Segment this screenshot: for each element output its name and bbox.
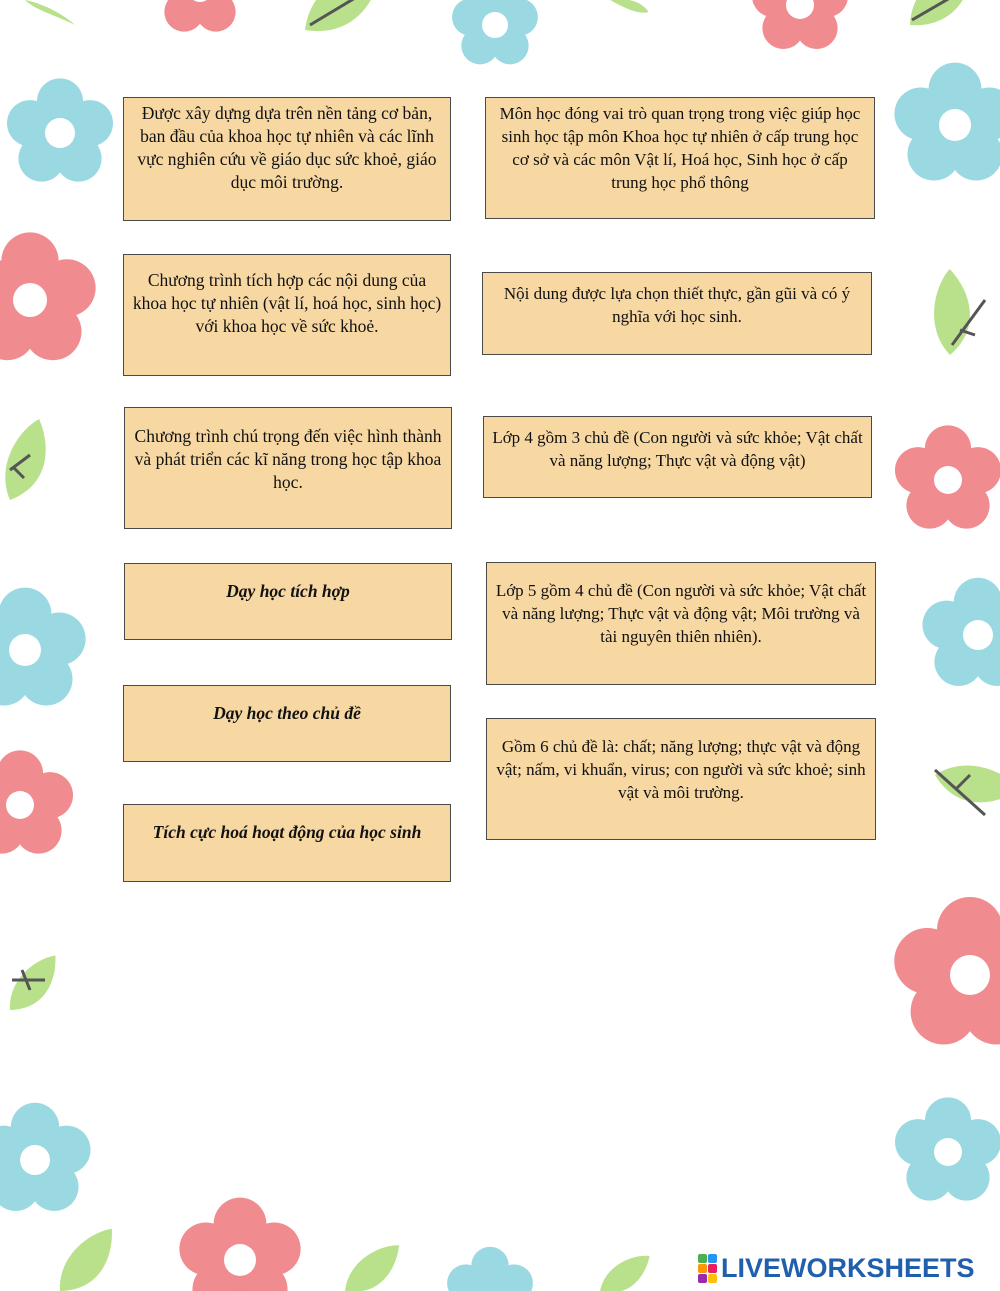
right-card-5-text: Gồm 6 chủ đề là: chất; năng lượng; thực vật và động vật; nấm, vi khuẩn, virus; con người và sức khoẻ; sinh vật và môi trường. — [496, 737, 866, 802]
right-card-5[interactable] — [486, 718, 876, 840]
left-card-3[interactable] — [124, 407, 452, 529]
leaf-icon — [0, 417, 68, 505]
left-card-1[interactable] — [123, 97, 451, 221]
flower-center-icon — [934, 1138, 962, 1166]
leaf-icon — [895, 0, 991, 33]
flower-center-icon — [482, 12, 508, 38]
left-card-2-text: Chương trình tích hợp các nội dung của khoa học tự nhiên (vật lí, hoá học, sinh học) với khoa học về sức khoẻ. — [132, 270, 442, 336]
leaf-icon — [931, 746, 1000, 822]
leaf-icon — [336, 1242, 410, 1291]
leaf-icon — [0, 953, 71, 1016]
flower-center-icon — [224, 1244, 256, 1276]
left-card-6[interactable] — [123, 804, 451, 882]
leaf-icon — [594, 1253, 657, 1291]
leaf-icon — [44, 1226, 129, 1291]
left-card-4[interactable] — [124, 563, 452, 640]
flower-center-icon — [6, 791, 34, 819]
leaf-icon — [609, 0, 650, 14]
flower-center-icon — [939, 109, 971, 141]
left-card-3-text: Chương trình chú trọng đến việc hình thành và phát triển các kĩ năng trong học tập khoa học. — [134, 426, 442, 492]
left-card-4-text: Dạy học tích hợp — [226, 581, 350, 601]
right-card-2[interactable] — [482, 272, 872, 355]
flower-center-icon — [45, 118, 75, 148]
flower-icon — [447, 1247, 533, 1291]
left-card-5-text: Dạy học theo chủ đề — [213, 703, 361, 723]
right-card-4-text: Lớp 5 gồm 4 chủ đề (Con người và sức khỏe; Vật chất và năng lượng; Thực vật và động vật; Môi trường và tài nguyên thiên nhiên). — [495, 581, 867, 646]
right-card-2-text: Nội dung được lựa chọn thiết thực, gần gũi và có ý nghĩa với học sinh. — [503, 284, 851, 326]
left-card-6-text: Tích cực hoá hoạt động của học sinh — [152, 822, 422, 842]
flower-center-icon — [934, 466, 962, 494]
flower-center-icon — [13, 283, 47, 317]
flower-icon — [155, 0, 246, 32]
leaf-icon — [25, 0, 75, 25]
liveworksheets-logo-icon — [698, 1254, 717, 1283]
liveworksheets-logo[interactable] — [698, 1253, 975, 1284]
flower-center-icon — [20, 1145, 50, 1175]
right-card-1-text: Môn học đóng vai trò quan trọng trong việc giúp học sinh học tập môn Khoa học tự nhiên ở cấp trung học cơ sở và các môn Vật lí, Hoá học, Sinh học ở cấp trung học phổ thông — [499, 104, 861, 192]
right-card-1[interactable] — [485, 97, 875, 219]
right-card-3-text: Lớp 4 gồm 3 chủ đề (Con người và sức khỏe; Vật chất và năng lượng; Thực vật và động vật) — [492, 428, 863, 470]
logo-text: LIVEWORKSHEETS — [721, 1253, 975, 1283]
flower-center-icon — [9, 634, 41, 666]
right-card-3[interactable] — [483, 416, 872, 498]
left-card-2[interactable] — [123, 254, 451, 376]
flower-center-icon — [963, 620, 993, 650]
left-card-1-text: Được xây dựng dựa trên nền tảng cơ bản, ban đầu của khoa học tự nhiên và các lĩnh vực nghiên cứu về giáo dục sức khoẻ, giáo dục môi trường. — [137, 103, 437, 192]
left-card-5[interactable] — [123, 685, 451, 762]
right-card-4[interactable] — [486, 562, 876, 685]
flower-center-icon — [950, 955, 990, 995]
